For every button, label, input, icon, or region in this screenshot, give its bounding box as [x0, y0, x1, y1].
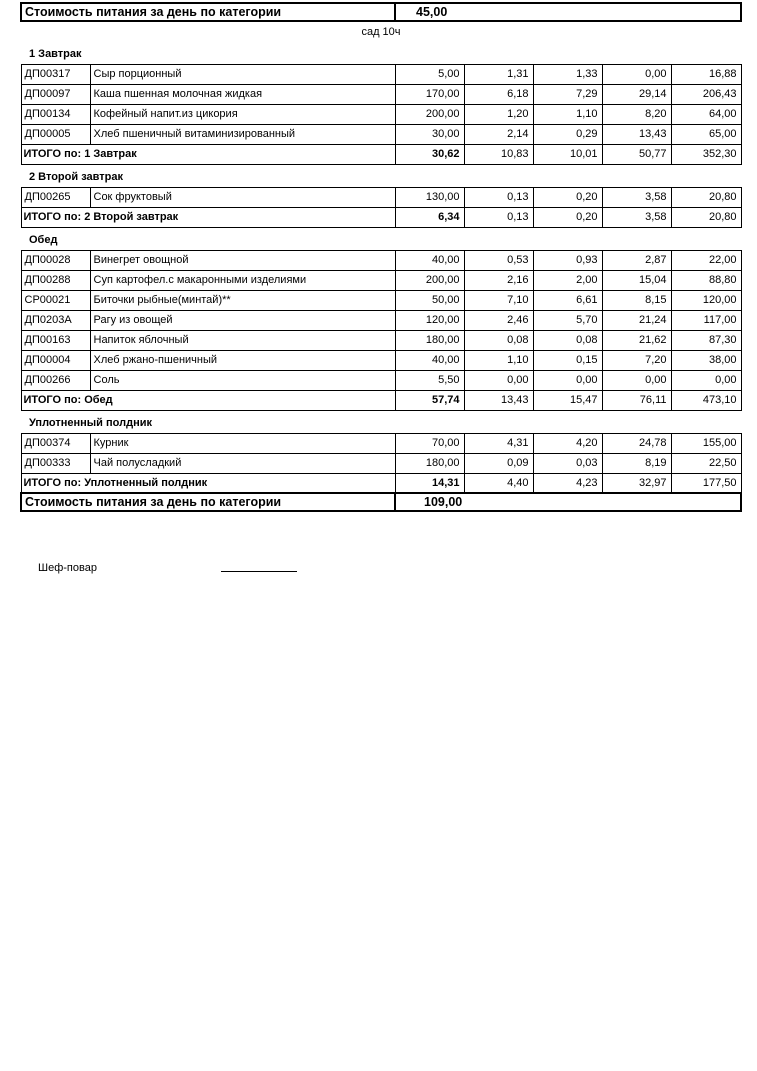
signature-line: [221, 571, 297, 572]
section-title: Обед: [29, 233, 58, 246]
item-name: Биточки рыбные(минтай)**: [90, 290, 395, 310]
section-total-row: [21, 144, 741, 164]
section-total-value: 3,58: [602, 207, 671, 227]
section-total-value: 57,74: [395, 390, 464, 410]
item-code: ДП00134: [21, 104, 90, 124]
item-name: Курник: [90, 433, 395, 453]
section-total-value: 4,40: [464, 473, 533, 493]
item-value: 2,00: [533, 270, 602, 290]
item-value: 0,29: [533, 124, 602, 144]
item-name: Хлеб пшеничный витаминизированный: [90, 124, 395, 144]
item-name: Соль: [90, 370, 395, 390]
section-total-row: [21, 473, 741, 493]
item-value: 88,80: [671, 270, 741, 290]
item-name: Винегрет овощной: [90, 250, 395, 270]
item-value: 4,31: [464, 433, 533, 453]
section-total-value: 0,20: [533, 207, 602, 227]
signature-block: [20, 558, 740, 574]
section-total-value: 15,47: [533, 390, 602, 410]
item-value: 2,46: [464, 310, 533, 330]
item-code: ДП00333: [21, 453, 90, 473]
item-value: 0,00: [602, 370, 671, 390]
item-value: 24,78: [602, 433, 671, 453]
item-value: 1,33: [533, 64, 602, 84]
section-total-value: 10,83: [464, 144, 533, 164]
item-value: 1,20: [464, 104, 533, 124]
item-code: ДП00288: [21, 270, 90, 290]
item-row: [21, 330, 741, 350]
section-title-row: [21, 410, 741, 433]
item-code: ДП00265: [21, 187, 90, 207]
item-value: 0,00: [602, 64, 671, 84]
category-row: [21, 21, 741, 41]
section-total-value: 76,11: [602, 390, 671, 410]
item-row: [21, 310, 741, 330]
item-value: 120,00: [671, 290, 741, 310]
item-value: 0,13: [464, 187, 533, 207]
item-value: 2,87: [602, 250, 671, 270]
item-code: ДП00266: [21, 370, 90, 390]
section-total-value: 0,13: [464, 207, 533, 227]
item-value: 5,70: [533, 310, 602, 330]
section-total-row: [21, 390, 741, 410]
section-total-value: 32,97: [602, 473, 671, 493]
item-value: 0,53: [464, 250, 533, 270]
item-name: Сок фруктовый: [90, 187, 395, 207]
section-title: 1 Завтрак: [29, 47, 82, 60]
item-row: [21, 453, 741, 473]
section-total-value: 14,31: [395, 473, 464, 493]
item-row: [21, 433, 741, 453]
item-value: 20,80: [671, 187, 741, 207]
section-total-value: 177,50: [671, 473, 741, 493]
item-code: ДП00005: [21, 124, 90, 144]
section-title-row: [21, 41, 741, 64]
item-code: ДП00028: [21, 250, 90, 270]
item-value: 1,31: [464, 64, 533, 84]
table-footer-rows: [21, 493, 741, 511]
item-row: [21, 370, 741, 390]
item-value: 0,00: [464, 370, 533, 390]
meal-cost-table: [20, 2, 742, 512]
item-row: [21, 350, 741, 370]
item-code: ДП00374: [21, 433, 90, 453]
item-row: [21, 290, 741, 310]
item-row: [21, 187, 741, 207]
item-row: [21, 64, 741, 84]
section-title: 2 Второй завтрак: [29, 170, 123, 183]
item-value: 0,08: [533, 330, 602, 350]
item-value: 170,00: [395, 84, 464, 104]
item-value: 65,00: [671, 124, 741, 144]
item-value: 7,20: [602, 350, 671, 370]
section-title-row: [21, 164, 741, 187]
section-total-value: 13,43: [464, 390, 533, 410]
item-value: 155,00: [671, 433, 741, 453]
chef-signature-label: Шеф-повар: [38, 562, 97, 574]
item-value: 30,00: [395, 124, 464, 144]
section-total-label: ИТОГО по: 2 Второй завтрак: [21, 207, 395, 227]
item-value: 130,00: [395, 187, 464, 207]
item-value: 22,00: [671, 250, 741, 270]
item-name: Чай полусладкий: [90, 453, 395, 473]
item-value: 8,20: [602, 104, 671, 124]
item-value: 4,20: [533, 433, 602, 453]
daily-cost-footer-value: 109,00: [395, 493, 741, 511]
item-value: 0,03: [533, 453, 602, 473]
item-value: 6,18: [464, 84, 533, 104]
section-total-value: 6,34: [395, 207, 464, 227]
item-value: 64,00: [671, 104, 741, 124]
item-value: 38,00: [671, 350, 741, 370]
section-total-value: 4,23: [533, 473, 602, 493]
item-value: 87,30: [671, 330, 741, 350]
table-body: [21, 41, 741, 493]
item-value: 50,00: [395, 290, 464, 310]
item-value: 29,14: [602, 84, 671, 104]
item-value: 15,04: [602, 270, 671, 290]
section-total-value: 50,77: [602, 144, 671, 164]
item-value: 21,24: [602, 310, 671, 330]
item-value: 5,00: [395, 64, 464, 84]
item-row: [21, 84, 741, 104]
item-value: 0,08: [464, 330, 533, 350]
item-value: 120,00: [395, 310, 464, 330]
item-value: 0,93: [533, 250, 602, 270]
table-header-rows: [21, 3, 741, 41]
item-value: 6,61: [533, 290, 602, 310]
item-value: 200,00: [395, 270, 464, 290]
item-value: 200,00: [395, 104, 464, 124]
section-total-row: [21, 207, 741, 227]
item-value: 1,10: [464, 350, 533, 370]
daily-cost-footer-row: [21, 493, 741, 511]
item-value: 117,00: [671, 310, 741, 330]
item-value: 2,14: [464, 124, 533, 144]
item-value: 21,62: [602, 330, 671, 350]
item-value: 3,58: [602, 187, 671, 207]
item-name: Каша пшенная молочная жидкая: [90, 84, 395, 104]
item-value: 0,00: [671, 370, 741, 390]
item-value: 7,29: [533, 84, 602, 104]
daily-cost-value: 45,00: [395, 3, 741, 21]
section-total-value: 20,80: [671, 207, 741, 227]
item-value: 13,43: [602, 124, 671, 144]
daily-cost-footer-label: Стоимость питания за день по категории: [21, 493, 395, 511]
item-value: 5,50: [395, 370, 464, 390]
item-value: 22,50: [671, 453, 741, 473]
item-name: Рагу из овощей: [90, 310, 395, 330]
item-value: 8,19: [602, 453, 671, 473]
item-value: 16,88: [671, 64, 741, 84]
item-value: 180,00: [395, 453, 464, 473]
item-value: 206,43: [671, 84, 741, 104]
section-total-label: ИТОГО по: 1 Завтрак: [21, 144, 395, 164]
item-value: 0,00: [533, 370, 602, 390]
item-name: Сыр порционный: [90, 64, 395, 84]
item-value: 8,15: [602, 290, 671, 310]
item-value: 40,00: [395, 250, 464, 270]
item-row: [21, 124, 741, 144]
section-title-row: [21, 227, 741, 250]
section-total-value: 10,01: [533, 144, 602, 164]
item-value: 70,00: [395, 433, 464, 453]
item-value: 0,15: [533, 350, 602, 370]
section-total-label: ИТОГО по: Уплотненный полдник: [21, 473, 395, 493]
item-code: ДП00317: [21, 64, 90, 84]
item-value: 7,10: [464, 290, 533, 310]
section-title: Уплотненный полдник: [29, 416, 152, 429]
category-label: сад 10ч: [361, 25, 401, 38]
item-value: 40,00: [395, 350, 464, 370]
item-value: 0,09: [464, 453, 533, 473]
item-name: Кофейный напит.из цикория: [90, 104, 395, 124]
item-code: ДП0203А: [21, 310, 90, 330]
daily-cost-header-row: [21, 3, 741, 21]
section-total-value: 473,10: [671, 390, 741, 410]
item-code: СР00021: [21, 290, 90, 310]
item-value: 1,10: [533, 104, 602, 124]
item-name: Хлеб ржано-пшеничный: [90, 350, 395, 370]
item-row: [21, 104, 741, 124]
item-code: ДП00097: [21, 84, 90, 104]
item-code: ДП00163: [21, 330, 90, 350]
item-code: ДП00004: [21, 350, 90, 370]
item-value: 180,00: [395, 330, 464, 350]
section-total-label: ИТОГО по: Обед: [21, 390, 395, 410]
section-total-value: 352,30: [671, 144, 741, 164]
daily-cost-label: Стоимость питания за день по категории: [21, 3, 395, 21]
item-name: Суп картофел.с макаронными изделиями: [90, 270, 395, 290]
item-value: 0,20: [533, 187, 602, 207]
item-name: Напиток яблочный: [90, 330, 395, 350]
item-row: [21, 270, 741, 290]
item-row: [21, 250, 741, 270]
section-total-value: 30,62: [395, 144, 464, 164]
item-value: 2,16: [464, 270, 533, 290]
